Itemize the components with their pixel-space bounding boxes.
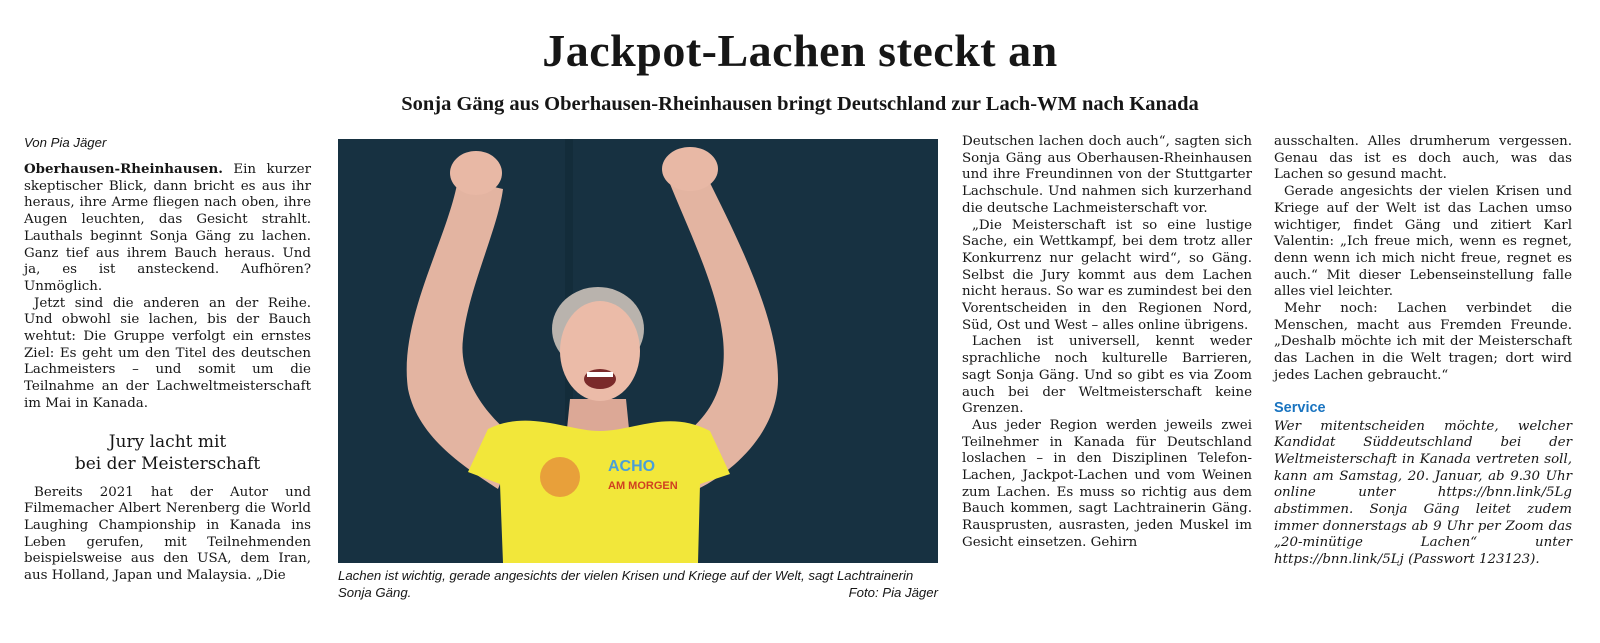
right-fist [662, 147, 718, 191]
paragraph: „Die Meisterschaft ist so eine lustige Sache, ein Wettkampf, bei dem trotz aller Konkurrenz nur gelacht wird“, so Gäng. Selbst die Jury kommt aus dem Lachen nicht heraus. So war es zumindest bei den Vorentscheiden in den Regionen Nord, Süd, Ost und West – alles online übrigens. [962, 217, 1252, 333]
article-photo [338, 139, 938, 563]
article-column-3 [962, 134, 1252, 552]
lead-paragraph [24, 161, 311, 296]
dateline: Oberhausen-Rheinhausen. [24, 161, 223, 177]
subtitle-line-1: Jury lacht mit [108, 431, 227, 452]
photo-laughing-woman [338, 139, 938, 563]
byline: Von Pia Jäger [24, 135, 107, 150]
lead-text: Ein kurzer skeptischer Blick, dann bricht es aus ihr heraus, ihre Arme fliegen nach oben, ihre Augen leuchten, das Gesicht strahlt. Lauthals beginnt Sonja Gäng zu lachen. Ganz tief aus ihrem Bauch heraus. Und ja, es ist ansteckend. Aufhören? Unmöglich. [24, 162, 311, 294]
paragraph: Jetzt sind die anderen an der Reihe. Und obwohl sie lachen, bis der Bauch wehtut: Die Gruppe verfolgt ein ernstes Ziel: Es geht um den Titel des deutschen Lachmeisters – und somit um die Teilnahme an der Lachweltmeisterschaft im Mai in Kanada. [24, 295, 311, 411]
shirt-print-text: ACHO [608, 458, 656, 475]
subtitle-line-2: bei der Meisterschaft [74, 453, 261, 474]
article-column-4 [1274, 134, 1572, 569]
subheadline: Sonja Gäng aus Oberhausen-Rheinhausen bringt Deutschland zur Lach-WM nach Kanada [401, 93, 1199, 115]
paragraph: Bereits 2021 hat der Autor und Filmemacher Albert Nerenberg die World Laughing Championship in Kanada ins Leben gerufen, mit Teilnehmenden beispielsweise aus den USA, dem Iran, aus Holland, Japan und Malaysia. „Die [24, 484, 311, 584]
paragraph: Gerade angesichts der vielen Krisen und Kriege auf der Welt ist das Lachen umso wichtiger, findet Gäng und zitiert Karl Valentin: „Ich freue mich, wenn es regnet, denn wenn ich mich nicht freue, regnet es auch.“ Mit dieser Lebenseinstellung falle alles viel leichter. [1274, 184, 1572, 300]
yellow-shirt [468, 421, 730, 563]
section-subtitle [24, 431, 311, 475]
photo-credit: Foto: Pia Jäger [848, 584, 938, 600]
shirt-print-text-2: AM MORGEN [608, 480, 678, 492]
paragraph: Deutschen lachen doch auch“, sagten sich Sonja Gäng aus Oberhausen-Rheinhausen und ihre Freundinnen von der Stuttgarter Lachschule. Und nahmen sich kurzerhand die deutsche Lachmeisterschaft vor. [962, 134, 1252, 216]
teeth [587, 372, 613, 377]
paragraph: Mehr noch: Lachen verbindet die Menschen, macht aus Fremden Freunde. „Deshalb möchte ich mit der Meisterschaft das Lachen in die Welt tragen; dort wird jedes Lachen gebraucht.“ [1274, 301, 1572, 383]
left-fist [450, 151, 502, 195]
paragraph: Lachen ist universell, kennt weder sprachliche noch kulturelle Barrieren, sagt Sonja Gäng. Und so gibt es via Zoom auch bei der Weltmeisterschaft keine Grenzen. [962, 334, 1252, 417]
article-column-1 [24, 134, 311, 585]
headline: Jackpot-Lachen steckt an [542, 25, 1058, 76]
shirt-logo-sun [540, 457, 580, 497]
service-heading: Service [1274, 399, 1326, 416]
paragraph: ausschalten. Alles drumherum vergessen. Genau das ist es doch auch, was das Lachen so gesund macht. [1274, 134, 1572, 183]
caption-text: Lachen ist wichtig, gerade angesichts der vielen Krisen und Kriege auf der Welt, sagt Lachtrainerin Sonja Gäng. [338, 568, 914, 600]
photo-caption [338, 568, 938, 601]
paragraph: Aus jeder Region werden jeweils zwei Teilnehmer in Kanada für Deutschland loslachen – in den Disziplinen Telefon-Lachen, Jackpot-Lachen und vom Weinen zum Lachen. Es muss so richtig aus dem Bauch kommen, sagt Lachtrainerin Gäng. Rausprusten, ausrasten, jeden Muskel im Gesicht einsetzen. Gehirn [962, 417, 1252, 550]
service-box-text: Wer mitentscheiden möchte, welcher Kandidat Süddeutschland bei der Weltmeisterschaft in Kanada vertreten soll, kann am Samstag, 20. Januar, ab 9.30 Uhr online unter https://bnn.link/5Lg abstimmen. Sonja Gäng leitet zudem immer donnerstags ab 9 Uhr per Zoom das „20-minütige Lachen“ unter https://bnn.link/5Lj (Passwort 123123). [1274, 418, 1572, 568]
